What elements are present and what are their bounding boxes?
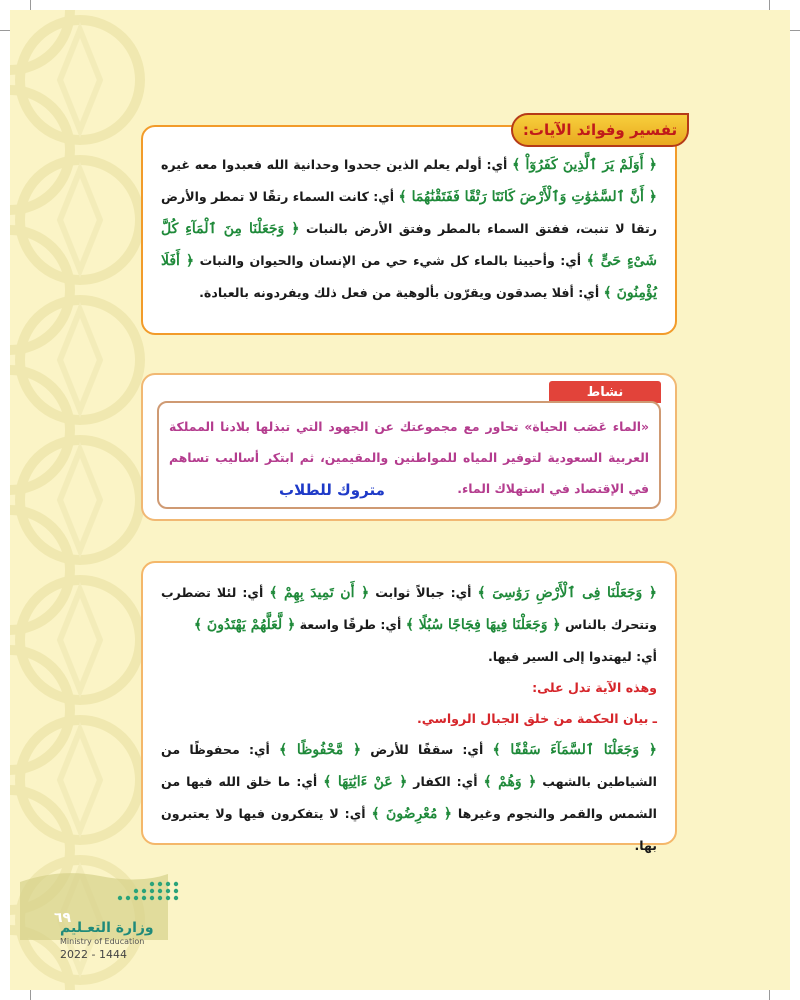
page	[10, 10, 790, 990]
explanation: أي: أفلا يصدقون ويقرّون بألوهية من فعل ذلك ويفردونه بالعبادة.	[199, 285, 600, 300]
verse: ﴿ لَّعَلَّهُمْ يَهْتَدُونَ ﴾	[193, 617, 296, 633]
decorative-pattern	[10, 10, 150, 990]
tafsir-text	[143, 127, 675, 309]
ministry-name-ar: وزارة التعـليم	[60, 920, 154, 936]
section-title: تفسير وفوائد الآيات:	[522, 121, 678, 139]
explanation: أي: أولم يعلم الذين جحدوا وحدانية الله فعبدوا معه غيره	[161, 157, 508, 172]
verse: ﴿ وَجَعَلْنَا فِى ٱلْأَرْضِ رَوَٰسِىَ ﴾	[477, 585, 657, 601]
verse: ﴿ عَنْ ءَايَٰتِهَا ﴾	[323, 774, 408, 790]
section-heading: وهذه الآية تدل على:	[532, 680, 657, 695]
tafsir2-text	[143, 563, 675, 861]
page-number: ٦٩	[54, 910, 72, 926]
explanation: أي: لا يتفكرون فيها ولا يعتبرون بها.	[161, 806, 657, 853]
explanation: أي: طرقًا واسعة	[299, 617, 402, 632]
activity-inner	[157, 401, 661, 509]
verse: ﴿ أَنَّ ٱلسَّمَٰوَٰتِ وَٱلْأَرْضَ كَانَتَا رَتْقًا فَفَتَقْنَٰهُمَا ﴾	[398, 189, 657, 205]
section-title-tab	[511, 113, 689, 147]
explanation: أي: الكفار	[413, 774, 478, 789]
verse: ﴿ وَجَعَلْنَا ٱلسَّمَآءَ سَقْفًا ﴾	[492, 742, 657, 758]
verse: ﴿ وَهُمْ ﴾	[483, 774, 537, 790]
verse: ﴿ وَجَعَلْنَا مِنَ ٱلْمَآءِ كُلَّ شَىْءٍ حَىٍّ ﴾	[161, 221, 657, 269]
verse: ﴿ أَن تَمِيدَ بِهِمْ ﴾	[269, 585, 370, 601]
activity-box	[141, 373, 677, 521]
ministry-logo-icon	[114, 878, 184, 904]
explanation: أي: سقفًا للأرض	[370, 742, 484, 757]
crop-mark	[769, 0, 770, 10]
crop-mark	[769, 990, 770, 1000]
activity-label: نشاط	[549, 381, 661, 403]
year-label: 2022 - 1444	[60, 948, 127, 961]
verse: ﴿ مُعْرِضُونَ ﴾	[371, 806, 453, 822]
crop-mark	[30, 990, 31, 1000]
explanation: أي: لئلا تضطرب وتتحرك بالناس	[161, 585, 657, 632]
crop-mark	[0, 30, 10, 31]
tafsir-box	[141, 121, 678, 335]
verse: ﴿ مَّحْفُوظًا ﴾	[279, 742, 362, 758]
crop-mark	[30, 0, 31, 10]
explanation: أي: محفوظًا من الشياطين بالشهب	[161, 742, 657, 789]
activity-text: «الماء عَصَب الحياة» تحاور مع مجموعتك عن الجهود التي تبذلها بلادنا المملكة العربية السعودية لتوفير المياه للمواطنين والمقيمين، ثم ابتكر أساليب تساهم في الإقتصاد في استهلاك الماء.	[169, 419, 649, 496]
explanation: أي: ليهتدوا إلى السير فيها.	[487, 649, 657, 664]
explanation: أي: كانت السماء رتقًا لا تمطر والأرض رتقا لا تنبت، ففتق السماء بالمطر وفتق الأرض بالنبات	[161, 189, 657, 236]
crop-mark	[790, 30, 800, 31]
verse: ﴿ أَفَلَا يُؤْمِنُونَ ﴾	[161, 253, 657, 301]
bullet-point: ـ بيان الحكمة من خلق الجبال الرواسي.	[416, 711, 657, 726]
explanation: أي: جبالاً ثوابت	[375, 585, 472, 600]
verse: ﴿ أَوَلَمْ يَرَ ٱلَّذِينَ كَفَرُوٓاْ ﴾	[512, 157, 658, 173]
verse: ﴿ وَجَعَلْنَا فِيهَا فِجَاجًا سُبُلًا ﴾	[405, 617, 561, 633]
activity-note: متروك للطلاب	[279, 481, 385, 499]
ministry-name-en: Ministry of Education	[60, 937, 145, 946]
tafsir-box-2	[141, 561, 677, 853]
explanation: أي: ما خلق الله فيها من الشمس والقمر والنجوم وغيرها	[161, 774, 657, 821]
explanation: أي: وأحيينا بالماء كل شيء حي من الإنسان والحيوان والنبات	[199, 253, 582, 268]
